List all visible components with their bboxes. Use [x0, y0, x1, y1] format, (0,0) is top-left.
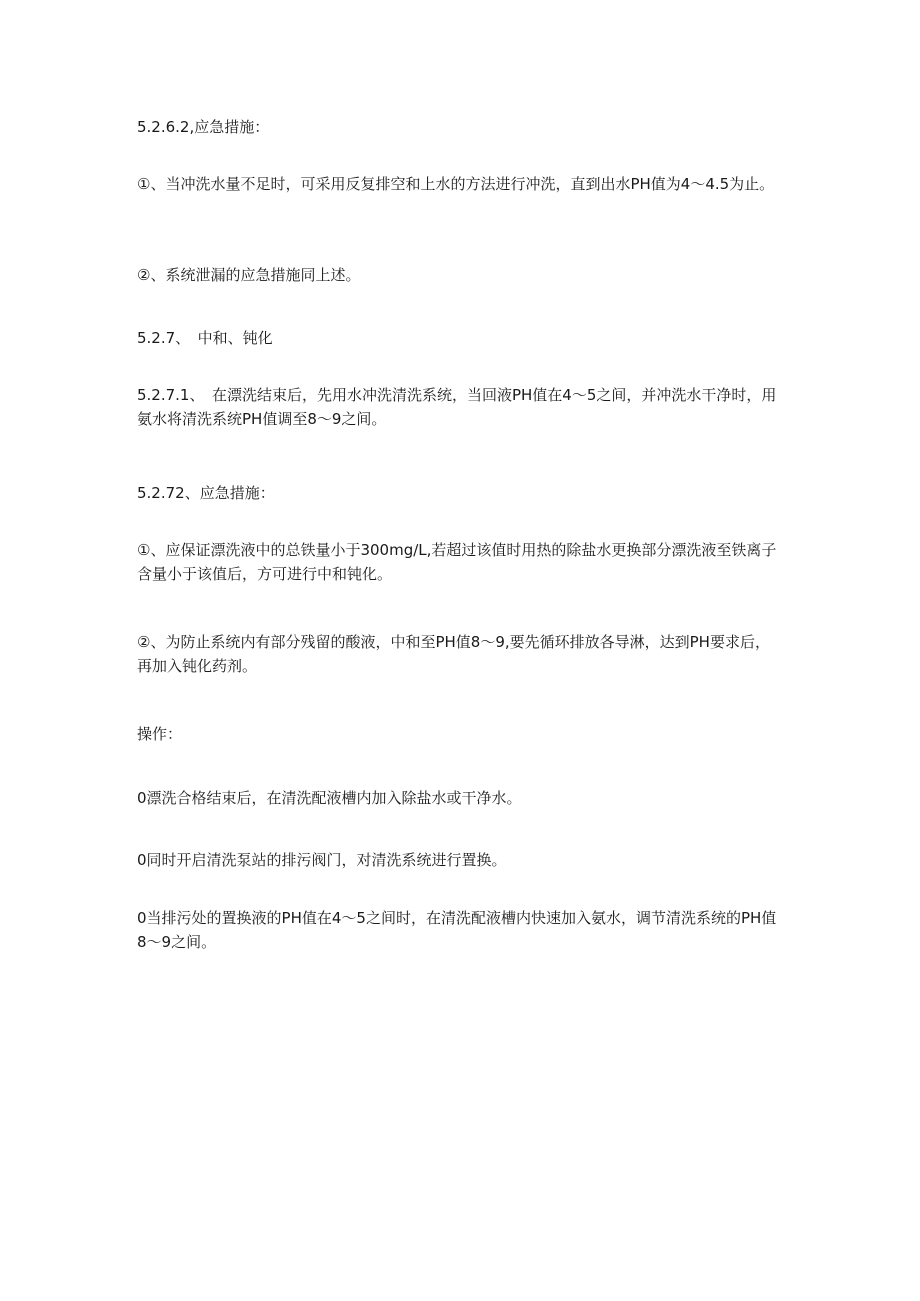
operation-step: 0漂洗合格结束后，在清洗配液槽内加入除盐水或干净水。 [137, 789, 522, 807]
paragraph-5-2-7-1: 5.2.7.1、 在漂洗结束后，先用水冲洗清洗系统，当回液PH值在4～5之间，并冲洗水干净时，用氨水将清洗系统PH值调至8～9之间。 [137, 386, 777, 428]
section-heading-5-2-6-2: 5.2.6.2,应急措施： [137, 118, 270, 136]
operation-heading: 操作： [137, 725, 183, 743]
operation-step: 0当排污处的置换液的PH值在4～5之间时，在清洗配液槽内快速加入氨水，调节清洗系统的PH值8～9之间。 [137, 909, 777, 951]
paragraph-item-2: ②、系统泄漏的应急措施同上述。 [137, 266, 361, 284]
paragraph-item-1: ①、应保证漂洗液中的总铁量小于300mg∕L,若超过该值时用热的除盐水更换部分漂洗液至铁离子含量小于该值后，方可进行中和钝化。 [137, 541, 777, 583]
operation-step: 0同时开启清洗泵站的排污阀门，对清洗系统进行置换。 [137, 851, 507, 869]
paragraph-item-2: ②、为防止系统内有部分残留的酸液，中和至PH值8～9,要先循环排放各导淋，达到PH要求后，再加入钝化药剂。 [137, 633, 770, 675]
section-heading-5-2-7-2: 5.2.72、应急措施： [137, 484, 275, 502]
paragraph-item-1: ①、当冲洗水量不足时，可采用反复排空和上水的方法进行冲洗，直到出水PH值为4～4.5为止。 [137, 175, 775, 193]
section-heading-5-2-7: 5.2.7、 中和、钝化 [137, 329, 273, 347]
